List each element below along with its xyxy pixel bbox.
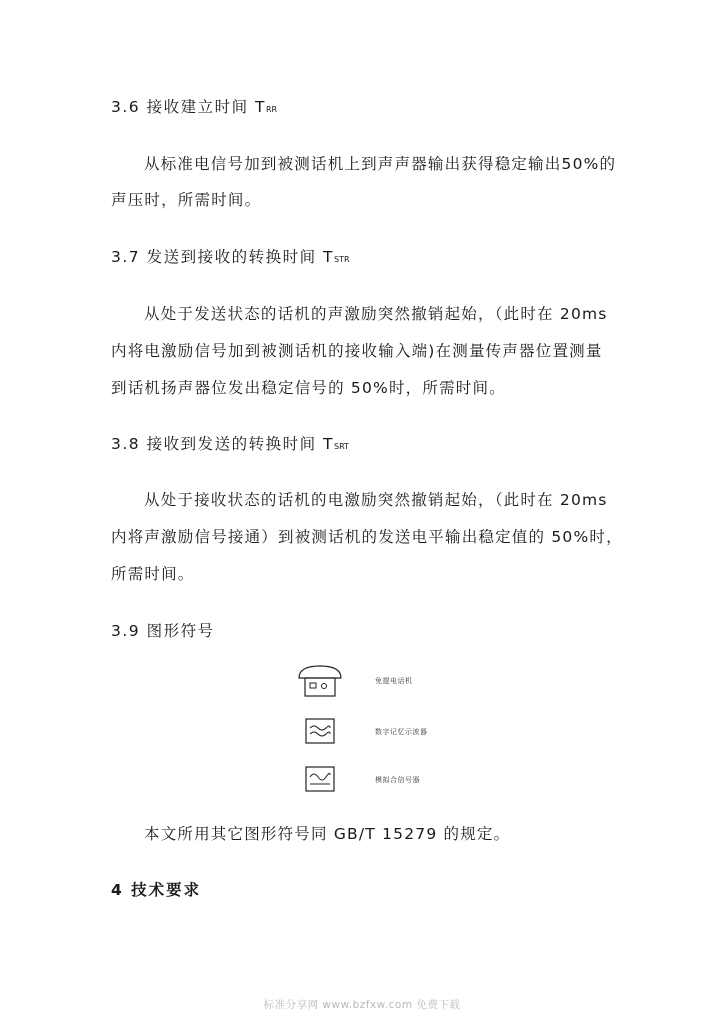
section-3-8-para-line-1: 从处于接收状态的话机的电激励突然撤销起始，（此时在 20ms xyxy=(144,491,608,509)
symbol-label-digital-storage-oscilloscope: 数字记忆示波器 xyxy=(375,728,428,736)
section-3-8-heading-text: 3.8 接收到发送的转换时间 T xyxy=(111,435,334,453)
symbol-hands-free-telephone xyxy=(296,664,344,698)
section-3-7-para-line-3: 到话机扬声器位发出稳定信号的 50%时，所需时间。 xyxy=(111,379,506,397)
section-3-6-heading-text: 3.6 接收建立时间 T xyxy=(111,98,266,116)
section-3-8-heading xyxy=(111,432,349,454)
section-3-7-heading-subscript: STR xyxy=(333,255,350,264)
digital-storage-oscilloscope-icon xyxy=(296,717,344,745)
symbol-label-hands-free-telephone: 免提电话机 xyxy=(375,677,413,685)
section-3-8-heading-subscript: SRT xyxy=(333,442,349,451)
section-3-8-para-line-3: 所需时间。 xyxy=(111,565,195,583)
section-3-6-heading-subscript: RR xyxy=(265,105,278,114)
section-3-6-heading xyxy=(111,95,277,117)
section-3-8-para-line-2: 内将声激励信号接通）到被测话机的发送电平输出稳定值的 50%时， xyxy=(111,528,623,546)
section-4-heading: 4 技术要求 xyxy=(111,881,202,899)
symbol-digital-storage-oscilloscope xyxy=(296,717,344,745)
footer-watermark: 标准分享网 www.bzfxw.com 免费下载 xyxy=(263,999,461,1011)
symbol-analog-signal-generator xyxy=(296,765,344,793)
section-3-9-note: 本文所用其它图形符号同 GB/T 15279 的规定。 xyxy=(144,825,511,843)
section-3-9-heading: 3.9 图形符号 xyxy=(111,622,215,640)
symbol-label-analog-signal-generator: 模拟合信号器 xyxy=(375,776,420,784)
analog-signal-generator-icon xyxy=(296,765,344,793)
section-3-7-para-line-2: 内将电激励信号加到被测话机的接收输入端)在测量传声器位置测量 xyxy=(111,342,603,360)
section-3-7-heading xyxy=(111,245,350,267)
section-3-6-para-line-2: 声压时，所需时间。 xyxy=(111,191,262,209)
section-3-7-para-line-1: 从处于发送状态的话机的声激励突然撤销起始，（此时在 20ms xyxy=(144,305,608,323)
section-3-7-heading-text: 3.7 发送到接收的转换时间 T xyxy=(111,248,334,266)
hands-free-telephone-icon xyxy=(296,664,344,698)
section-3-6-para-line-1: 从标准电信号加到被测话机上到声声器输出获得稳定输出50%的 xyxy=(144,155,617,173)
